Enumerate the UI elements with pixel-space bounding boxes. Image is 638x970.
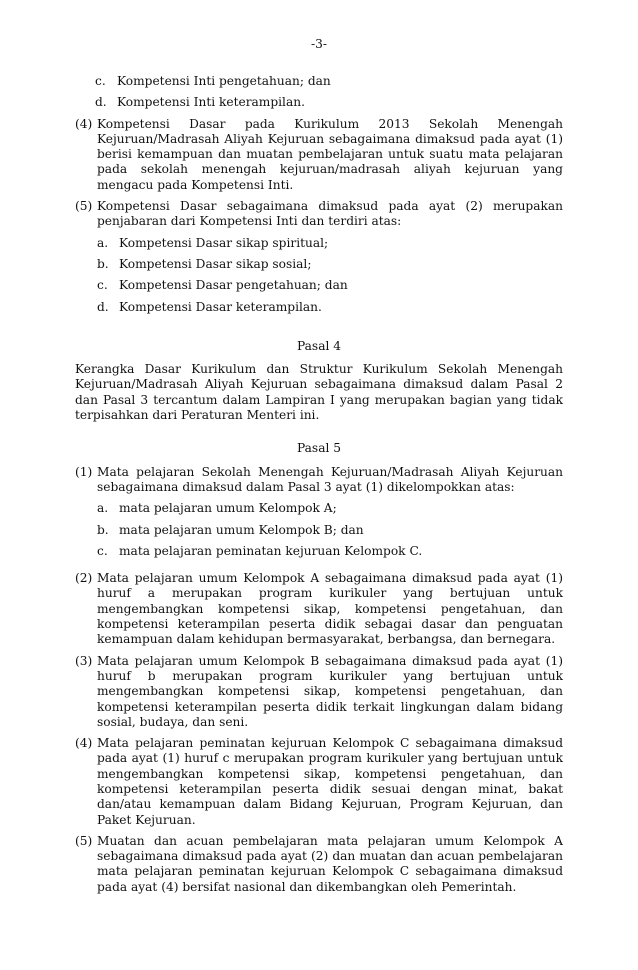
clause-body <box>97 199 563 321</box>
list-item-label: c. <box>97 278 108 293</box>
list-item <box>97 257 563 272</box>
list-item-text: mata pelajaran umum Kelompok B; dan <box>119 522 364 537</box>
clause-text: Mata pelajaran umum Kelompok A sebagaimana dimaksud pada ayat (1) huruf a merupakan program kurikuler yang bertujuan untuk mengembangkan kompetensi sikap, kompetensi pengetahuan, dan kompetensi keterampilan peserta didik sebagai dasar dan penguatan kemampuan dalam kehidupan bermasyarakat, berbangsa, dan bernegara. <box>97 571 563 647</box>
clause-text: Mata pelajaran Sekolah Menengah Kejuruan/Madrasah Aliyah Kejuruan sebagaimana dimaksud dalam Pasal 3 ayat (1) dikelompokkan atas: <box>97 464 563 494</box>
clause-body <box>97 834 563 895</box>
numbered-clause <box>75 834 563 895</box>
continuation-clause-list <box>75 117 563 321</box>
clause-subitem-list <box>97 501 563 559</box>
page-content <box>75 74 563 901</box>
numbered-clause <box>75 465 563 565</box>
list-item-text: mata pelajaran peminatan kejuruan Kelompok C. <box>119 543 423 558</box>
clause-text: Kompetensi Dasar pada Kurikulum 2013 Sekolah Menengah Kejuruan/Madrasah Aliyah Kejuruan sebagaimana dimaksud pada ayat (1) berisi kemampuan dan muatan pembelajaran untuk suatu mata pelajaran pada sekolah menengah kejuruan/madrasah aliyah kejuruan yang mengacu pada Kompetensi Inti. <box>97 116 563 192</box>
numbered-clause <box>75 199 563 321</box>
list-item-text: mata pelajaran umum Kelompok A; <box>119 501 337 516</box>
clause-number: (4) <box>75 736 93 751</box>
list-item <box>97 523 563 538</box>
clause-body <box>97 117 563 193</box>
clause-body <box>97 571 563 647</box>
clause-body <box>97 654 563 730</box>
list-item <box>97 501 563 516</box>
clause-body <box>97 465 563 565</box>
clause-subitem-list <box>97 236 563 315</box>
pasal-4-text: Kerangka Dasar Kurikulum dan Struktur Kurikulum Sekolah Menengah Kejuruan/Madrasah Aliyah Kejuruan sebagaimana dimaksud dalam Pasal 2 dan Pasal 3 tercantum dalam Lampiran I yang merupakan bagian yang tidak terpisahkan dari Peraturan Menteri ini. <box>75 362 563 423</box>
list-item-label: b. <box>97 522 109 537</box>
numbered-clause <box>75 571 563 647</box>
clause-number: (5) <box>75 199 93 214</box>
list-item-label: d. <box>97 299 109 314</box>
list-item-text: Kompetensi Inti keterampilan. <box>117 95 305 110</box>
top-subitem-list <box>75 74 563 111</box>
list-item-label: c. <box>97 543 108 558</box>
pasal-4-heading: Pasal 4 <box>297 338 341 353</box>
clause-number: (2) <box>75 571 93 586</box>
list-item-label: b. <box>97 256 109 271</box>
clause-number: (4) <box>75 116 93 131</box>
list-item <box>95 95 563 110</box>
list-item-text: Kompetensi Dasar sikap spiritual; <box>119 235 329 250</box>
list-item <box>97 300 563 315</box>
list-item <box>95 74 563 89</box>
clause-number: (5) <box>75 833 93 848</box>
list-item-label: d. <box>95 95 107 110</box>
clause-text: Mata pelajaran umum Kelompok B sebagaimana dimaksud pada ayat (1) huruf b merupakan program kurikuler yang bertujuan untuk mengembangkan kompetensi sikap, kompetensi pengetahuan, dan kompetensi keterampilan peserta didik terkait lingkungan dalam bidang sosial, budaya, dan seni. <box>97 653 563 729</box>
clause-text: Kompetensi Dasar sebagaimana dimaksud pada ayat (2) merupakan penjabaran dari Kompetensi Inti dan terdiri atas: <box>97 199 563 229</box>
list-item <box>97 278 563 293</box>
clause-body <box>97 736 563 828</box>
numbered-clause <box>75 654 563 730</box>
list-item-label: a. <box>97 235 109 250</box>
numbered-clause <box>75 117 563 193</box>
list-item-text: Kompetensi Inti pengetahuan; dan <box>117 74 331 88</box>
clause-number: (3) <box>75 653 93 668</box>
list-item-label: c. <box>95 74 106 88</box>
page-number: -3- <box>311 37 327 51</box>
pasal-5-heading: Pasal 5 <box>297 441 341 456</box>
list-item-text: Kompetensi Dasar sikap sosial; <box>119 256 312 271</box>
pasal-5-clause-list <box>75 465 563 895</box>
list-item <box>97 544 563 559</box>
list-item-text: Kompetensi Dasar keterampilan. <box>119 299 322 314</box>
list-item-label: a. <box>97 501 109 516</box>
list-item-text: Kompetensi Dasar pengetahuan; dan <box>119 278 348 293</box>
list-item <box>97 236 563 251</box>
clause-text: Muatan dan acuan pembelajaran mata pelajaran umum Kelompok A sebagaimana dimaksud pada ayat (2) dan muatan dan acuan pembelajaran mata pelajaran peminatan kejuruan Kelompok C sebagaimana dimaksud pada ayat (4) bersifat nasional dan dikembangkan oleh Pemerintah. <box>97 833 563 894</box>
clause-text: Mata pelajaran peminatan kejuruan Kelompok C sebagaimana dimaksud pada ayat (1) huruf c merupakan program kurikuler yang bertujuan untuk mengembangkan kompetensi sikap, kompetensi pengetahuan, dan kompetensi keterampilan peserta didik sesuai dengan minat, bakat dan/atau kemampuan dalam Bidang Kejuruan, Program Kejuruan, dan Paket Kejuruan. <box>97 736 563 827</box>
numbered-clause <box>75 736 563 828</box>
clause-number: (1) <box>75 464 93 479</box>
